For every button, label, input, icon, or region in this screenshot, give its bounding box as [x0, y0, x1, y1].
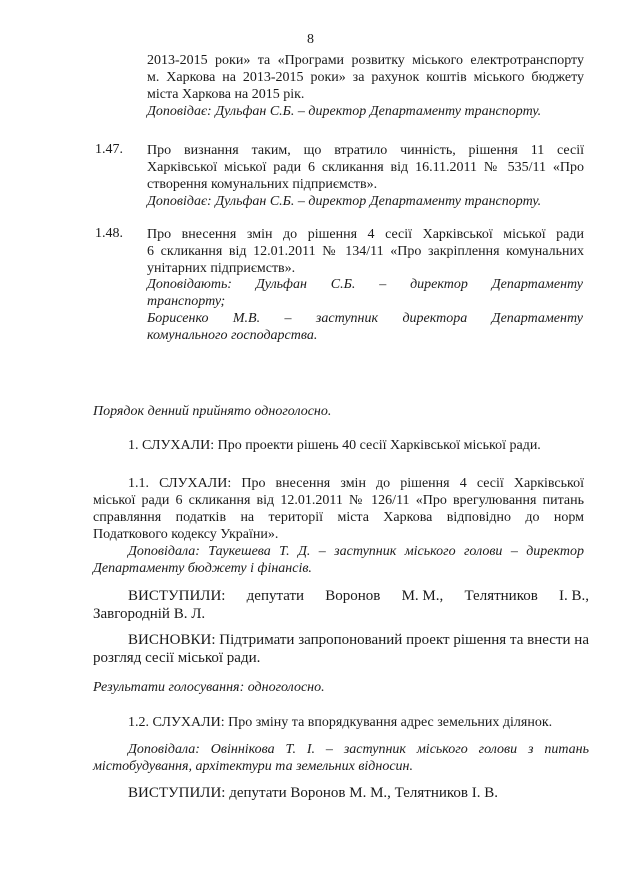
speaker-line: Департаменту бюджету і фінансів.	[93, 561, 312, 576]
speakers-1	[147, 276, 583, 310]
speaker-line: Доповідає: Дульфан С.Б. – директор Департаменту транспорту.	[147, 194, 542, 209]
heard-1: 1. СЛУХАЛИ: Про проекти рішень 40 сесії Харківської міської ради.	[128, 438, 541, 453]
word: заступник	[315, 311, 379, 326]
word: І. В.,	[559, 588, 589, 604]
continued-item	[147, 52, 584, 86]
text-line: міста Харкова на 2015 рік.	[147, 87, 305, 102]
item-1-48-end	[147, 260, 295, 277]
text-line: справляння податків на території міста Харкова відповідно до норм	[93, 510, 584, 525]
item-1-47	[147, 142, 584, 176]
word: Борисенко	[147, 311, 209, 326]
item-1-48	[147, 226, 584, 260]
heard-1-1-end	[93, 526, 278, 543]
speaker-1-1-end	[93, 560, 312, 577]
text-line: ВИСНОВКИ: Підтримати запропонований проект рішення та внести на	[128, 632, 589, 648]
spoke-1-end: Завгородній В. Л.	[93, 606, 206, 622]
text-line: міської ради 6 скликання від 12.01.2011 № 126/11 «Про врегулювання питань	[93, 493, 584, 508]
item-number: 1.47.	[95, 142, 123, 157]
word: Телятников	[464, 588, 538, 604]
speaker-1-2-end: містобудування, архітектури та земельних відносин.	[93, 759, 413, 774]
heard-1-1	[93, 475, 584, 526]
agenda-approved: Порядок денний прийнято одноголосно.	[93, 404, 332, 419]
speaker-line: Доповідала: Овіннікова Т. І. – заступник міського голови з питань	[128, 742, 589, 757]
speaker-line	[147, 276, 583, 293]
heard-1-2: 1.2. СЛУХАЛИ: Про зміну та впорядкування адрес земельних ділянок.	[128, 715, 553, 730]
text-line: м. Харкова на 2013-2015 роки» за рахунок коштів міського бюджету	[147, 70, 584, 85]
text-line: Податкового кодексу України».	[93, 527, 279, 542]
word: –	[284, 311, 292, 326]
word: Доповідають:	[147, 277, 232, 292]
text-line: 1.1. СЛУХАЛИ: Про внесення змін до рішення 4 сесії Харківської	[128, 476, 584, 491]
speaker-line	[147, 310, 583, 327]
word: Воронов	[325, 588, 381, 604]
word: Дульфан	[255, 277, 307, 292]
speaker-line: Доповідала: Таукешева Т. Д. – заступник міського голови – директор	[128, 544, 584, 559]
text-line: 6 скликання від 12.01.2011 № 134/11 «Про закріплення комунальних	[147, 244, 584, 259]
word: С.Б.	[330, 277, 356, 292]
speaker-1-1	[93, 543, 584, 560]
page-number: 8	[307, 32, 314, 47]
conclusions	[128, 632, 589, 649]
word: директора	[402, 311, 468, 326]
text-line: створення комунальних підприємств».	[147, 177, 378, 192]
word: Департаменту	[491, 311, 583, 326]
item-1-47-end	[147, 176, 541, 210]
speakers-2	[147, 310, 583, 344]
speaker-line-cont: транспорту;	[147, 294, 226, 309]
vote-result: Результати голосування: одноголосно.	[93, 680, 325, 695]
speaker-1-2	[128, 741, 589, 758]
text-line: Харківської міської ради 6 скликання від 16.11.2011 № 535/11 «Про	[147, 160, 584, 175]
text-line: унітарних підприємств».	[147, 261, 296, 276]
speaker-line-cont: комунального господарства.	[147, 328, 318, 343]
spoke-line	[128, 588, 589, 605]
speaker-line: Доповідає: Дульфан С.Б. – директор Департаменту транспорту.	[147, 104, 542, 119]
word: М.В.	[232, 311, 261, 326]
spoke-1	[128, 588, 589, 605]
word: Департаменту	[491, 277, 583, 292]
text-line: 2013-2015 роки» та «Програми розвитку міського електротранспорту	[147, 53, 584, 68]
continued-item-end	[147, 86, 541, 120]
text-line: Про внесення змін до рішення 4 сесії Харківської міської ради	[147, 227, 584, 242]
conclusions-end: розгляд сесії міської ради.	[93, 650, 261, 666]
word: депутати	[246, 588, 305, 604]
item-number: 1.48.	[95, 226, 123, 241]
word: директор	[410, 277, 468, 292]
word: ВИСТУПИЛИ:	[128, 588, 226, 604]
spoke-2: ВИСТУПИЛИ: депутати Воронов М. М., Телятников І. В.	[128, 785, 499, 801]
word: –	[379, 277, 387, 292]
word: М. М.,	[401, 588, 444, 604]
text-line: Про визнання таким, що втратило чинність, рішення 11 сесії	[147, 143, 584, 158]
